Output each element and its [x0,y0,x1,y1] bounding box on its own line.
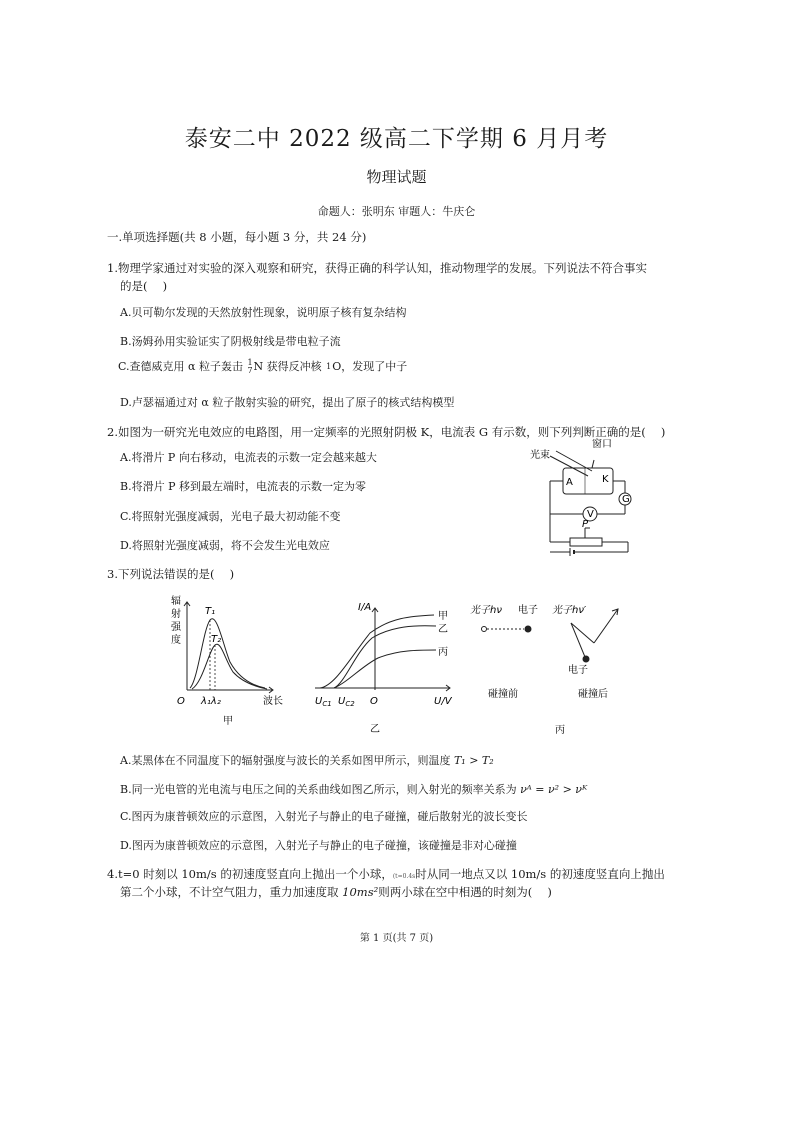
label-uc1: $U_{C1}$ [315,696,332,708]
nuclide-n: 1 7 [247,358,253,375]
q3-option-a: A.某黑体在不同温度下的辐射强度与波长的关系如图甲所示，则温度 T₁ > T₂ [120,754,494,767]
q4-stem-line2: 第二个小球，不计空气阻力，重力加速度取 10ms²则两小球在空中相遇的时刻为( ) [120,885,552,899]
compton-figure [470,595,635,740]
q3-option-b: B.同一光电管的光电流与电压之间的关系曲线如图乙所示，则入射光的频率关系为 νᴬ = ν² > νᴷ [120,783,588,796]
label-anode: A [566,477,573,488]
label-yi: 乙 [438,624,448,635]
label-t1: T₁ [205,606,216,617]
label-t2: T₂ [211,634,222,645]
label-bing: 丙 [438,647,448,658]
origin-label: O [177,696,185,707]
label-window: 窗口 [592,439,612,450]
q1-option-c: C.查德威克用 α 粒子轰击 1 7N 获得反冲核 1 O，发现了中子 [118,358,408,375]
page-footer: 第 1 页(共 7 页) [359,933,434,944]
curve-t1 [190,619,265,688]
q3-option-c: C.图丙为康普顿效应的示意图，入射光子与静止的电子碰撞，碰后散射光的波长变长 [120,810,528,823]
blackbody-figure [165,590,295,735]
figure-caption-jia: 甲 [223,716,233,727]
x-axis-label: U/V [434,696,452,707]
label-electron-before: 电子 [518,605,538,616]
label-photon-after: 光子hν′ [552,605,587,616]
iv-curve-figure [310,598,460,735]
y-axis-label: I/A [358,602,372,613]
recoil-electron-path [571,623,585,657]
y-label-char: 射 [171,609,181,620]
section-heading: 一.单项选择题(共 8 小题，每小题 3 分，共 24 分) [107,230,367,244]
label-after-collision: 碰撞后 [578,689,608,700]
q1-option-d: D.卢瑟福通过对 α 粒子散射实验的研究，提出了原子的核式结构模型 [120,396,455,409]
q4-stem-line1: 4.t=0 时刻以 10m/s 的初速度竖直向上抛出一个小球，(t=0.4s时从同一地点又以 10m/s 的初速度竖直向上抛出 [107,867,665,881]
y-label-char: 辐 [171,596,181,607]
curve-t2 [192,644,267,689]
q2-option-c: C.将照射光强度减弱，光电子最大初动能不变 [120,510,341,523]
x-axis-label: 波长 [263,696,283,707]
q3-option-d: D.图丙为康普顿效应的示意图，入射光子与静止的电子碰撞，该碰撞是非对心碰撞 [120,839,517,852]
origin-label: O [370,696,378,707]
label-cathode: K [602,474,609,485]
q1-option-b: B.汤姆孙用实验证实了阴极射线是带电粒子流 [120,335,341,348]
lambda-labels: λ₁λ₂ [201,696,221,707]
label-before-collision: 碰撞前 [488,689,518,700]
y-label-char: 度 [171,635,181,646]
figure-caption-yi: 乙 [370,724,380,735]
q2-option-b: B.将滑片 P 移到最左端时，电流表的示数一定为零 [120,480,366,493]
q1-stem-line2: 的是( ) [120,279,168,293]
label-photon-before: 光子hν [470,605,502,616]
exam-title: 泰安二中 2022 级高二下学期 6 月月考 [184,126,609,152]
q3-stem: 3.下列说法错误的是( ) [107,567,235,581]
label-galvanometer: G [622,494,630,505]
label-light-beam: 光束 [530,450,550,461]
label-voltmeter: V [587,509,594,520]
scattered-photon-path [594,609,618,643]
nuclide-o: 1 [326,362,332,371]
electron-before [525,626,531,632]
photoelectric-circuit-figure [530,438,650,563]
label-slider: P [582,519,589,530]
label-jia: 甲 [438,611,448,622]
q2-option-a: A.将滑片 P 向右移动，电流表的示数一定会越来越大 [120,451,377,464]
photon-before [482,627,487,632]
y-label-char: 强 [171,622,181,633]
figure-caption-bing: 丙 [555,725,565,736]
authors-line: 命题人：张明东 审题人：牛庆仑 [317,205,476,218]
subject-title: 物理试题 [366,168,427,186]
electron-after [583,656,589,662]
q1-option-a: A.贝可勒尔发现的天然放射性现象，说明原子核有复杂结构 [120,306,407,319]
label-electron-after: 电子 [568,665,588,676]
q1-stem-line1: 1.物理学家通过对实验的深入观察和研究，获得正确的科学认知，推动物理学的发展。下列说法不符合事实 [107,261,647,275]
q2-stem: 2.如图为一研究光电效应的电路图，用一定频率的光照射阴极 K，电流表 G 有示数，则下列判断正确的是( ) [107,425,666,439]
label-uc2: $U_{C2}$ [338,696,355,708]
q2-option-d: D.将照射光强度减弱，将不会发生光电效应 [120,539,330,552]
slider-resistor [570,538,602,546]
